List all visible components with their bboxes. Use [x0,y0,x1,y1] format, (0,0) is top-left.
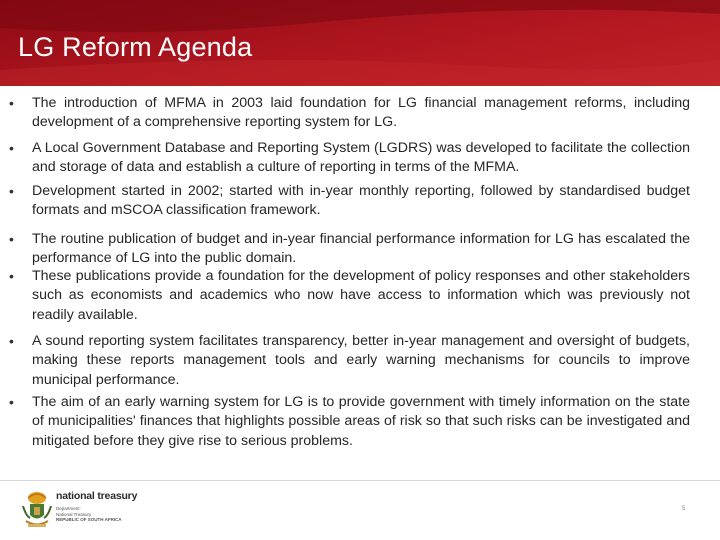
coat-of-arms-icon [20,488,54,530]
footer-divider [0,480,720,481]
page-title: LG Reform Agenda [18,32,253,62]
bullet-marker: • [9,394,14,410]
page-number: 5 [682,506,686,512]
bullet-text: Development started in 2002; started with in-year monthly reporting, followed by standardised budget formats and mSCOA classification framework. [32,183,690,219]
bullet-marker: • [9,183,14,199]
bullet-text: The routine publication of budget and in-year financial performance information for LG has escalated the performance of LG into the public domain. [32,231,690,267]
bullet-text: These publications provide a foundation for the development of policy responses and other stakeholders such as economists and academics who now have access to information which was previously not readily available. [32,268,690,323]
bullet-marker: • [9,140,14,156]
bullet-marker: • [9,333,14,349]
brand-block [56,490,137,523]
dept-line-1: Department: [56,506,81,511]
bullet-text: The aim of an early warning system for LG is to provide government with timely information on the state of municipalities' finances that highlights possible areas of risk so that such risks can be investigated and mitigated before they give rise to serious problems. [32,394,690,449]
bullet-marker: • [9,95,14,111]
bullet-text: The introduction of MFMA in 2003 laid foundation for LG financial management reforms, including development of a comprehensive reporting system for LG. [32,95,690,131]
bullet-text: A Local Government Database and Reporting System (LGDRS) was developed to facilitate the collection and storage of data and establish a culture of reporting in terms of the MFMA. [32,140,690,176]
bullet-marker: • [9,268,14,284]
bullet-marker: • [9,231,14,247]
title-bar [0,0,720,86]
dept-line-2: National Treasury [56,511,92,517]
bullet-text: A sound reporting system facilitates transparency, better in-year management and oversight of budgets, making these reports management tools and early warning mechanisms for councils to improve municipal performance. [32,333,690,388]
country-name: REPUBLIC OF SOUTH AFRICA [56,517,122,522]
brand-name: national treasury [56,490,138,502]
